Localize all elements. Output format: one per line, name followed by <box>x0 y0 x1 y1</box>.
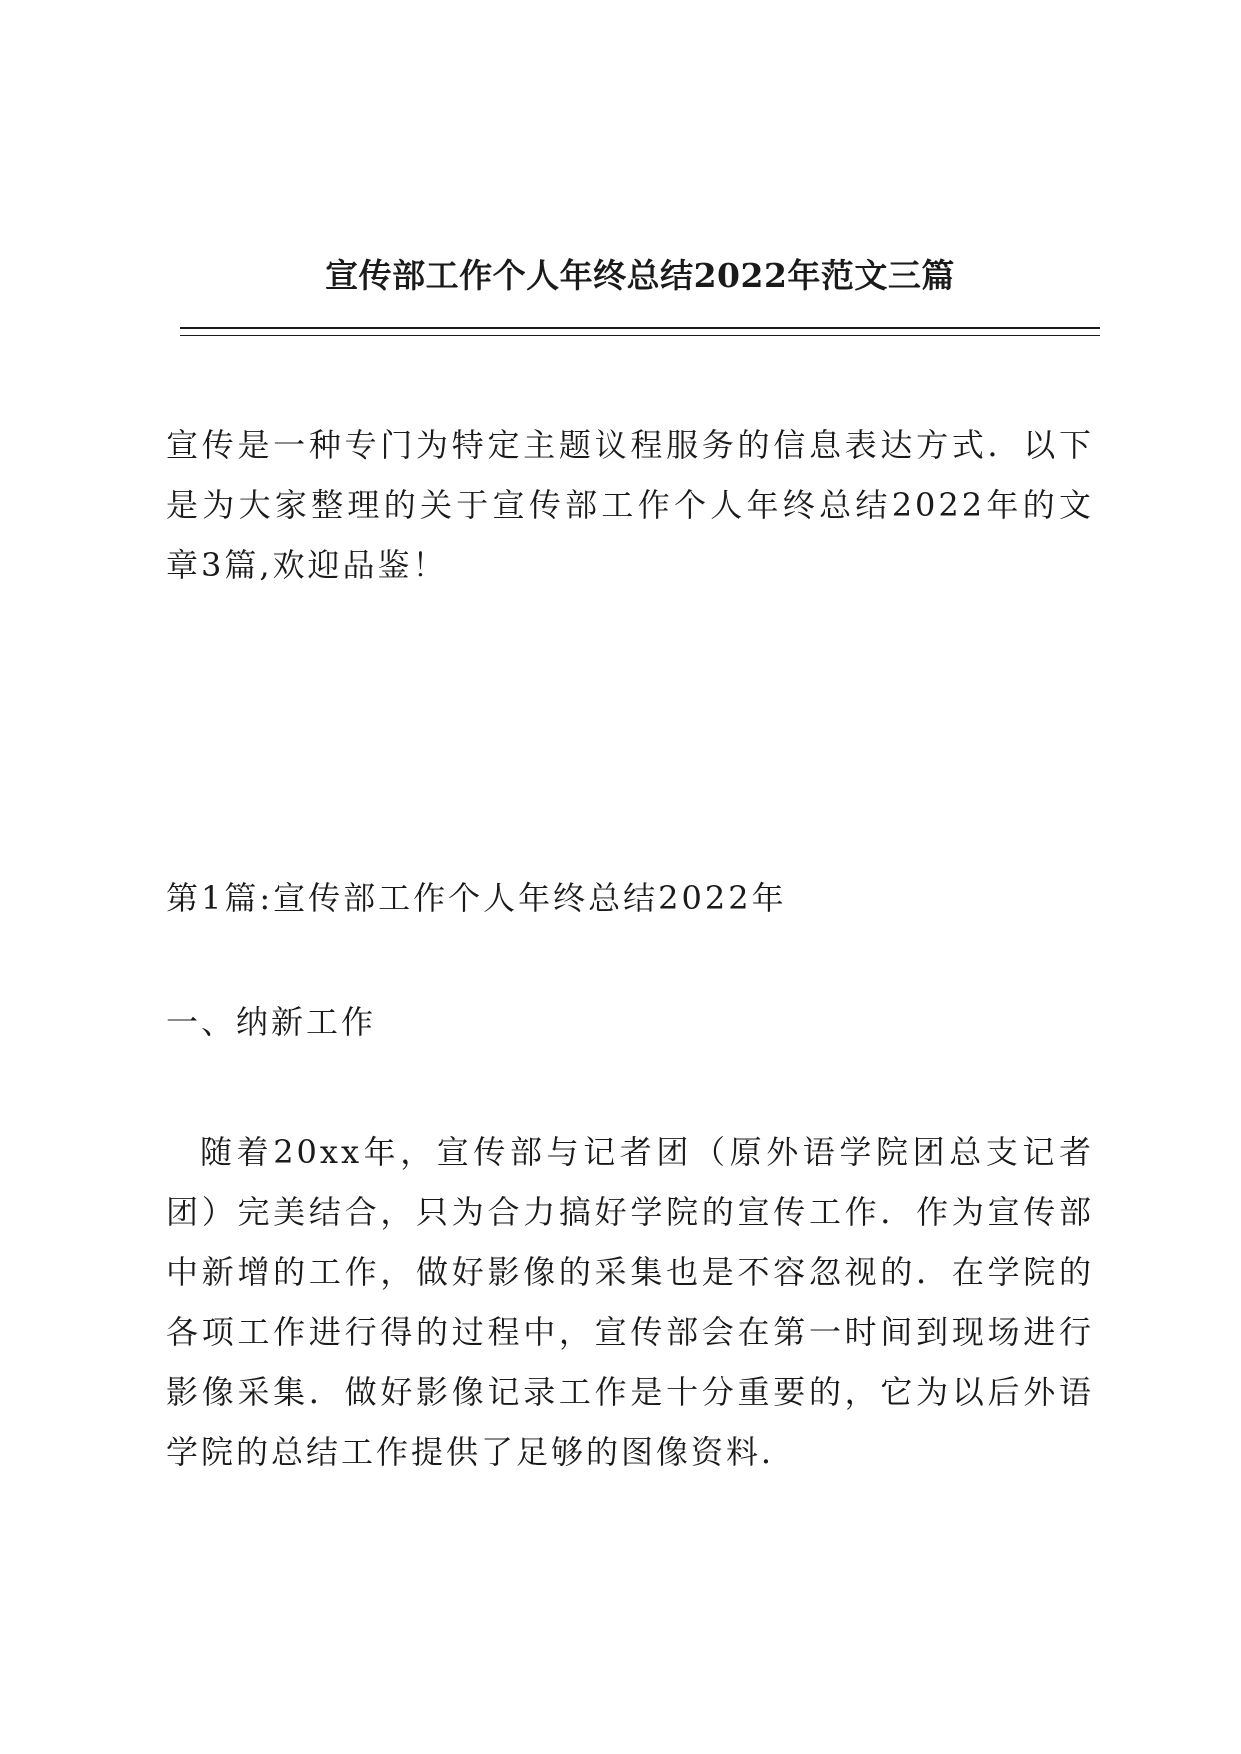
intro-paragraph: 宣传是一种专门为特定主题议程服务的信息表达方式．以下是为大家整理的关于宣传部工作个人年终总结2022年的文章3篇,欢迎品鉴！ <box>166 426 1094 584</box>
document-title: 宣传部工作个人年终总结2022年范文三篇 <box>325 256 955 295</box>
article-title: 第1篇:宣传部工作个人年终总结2022年 <box>166 879 787 917</box>
section-heading: 一、纳新工作 <box>166 1003 377 1041</box>
title-double-rule <box>180 327 1100 336</box>
section-body-paragraph: 随着20xx年，宣传部与记者团（原外语学院团总支记者团）完美结合，只为合力搞好学院的宣传工作．作为宣传部中新增的工作，做好影像的采集也是不容忽视的．在学院的各项工作进行得的过程中，宣传部会在第一时间到现场进行影像采集．做好影像记录工作是十分重要的，它为以后外语学院的总结工作提供了足够的图像资料． <box>166 1133 1094 1471</box>
